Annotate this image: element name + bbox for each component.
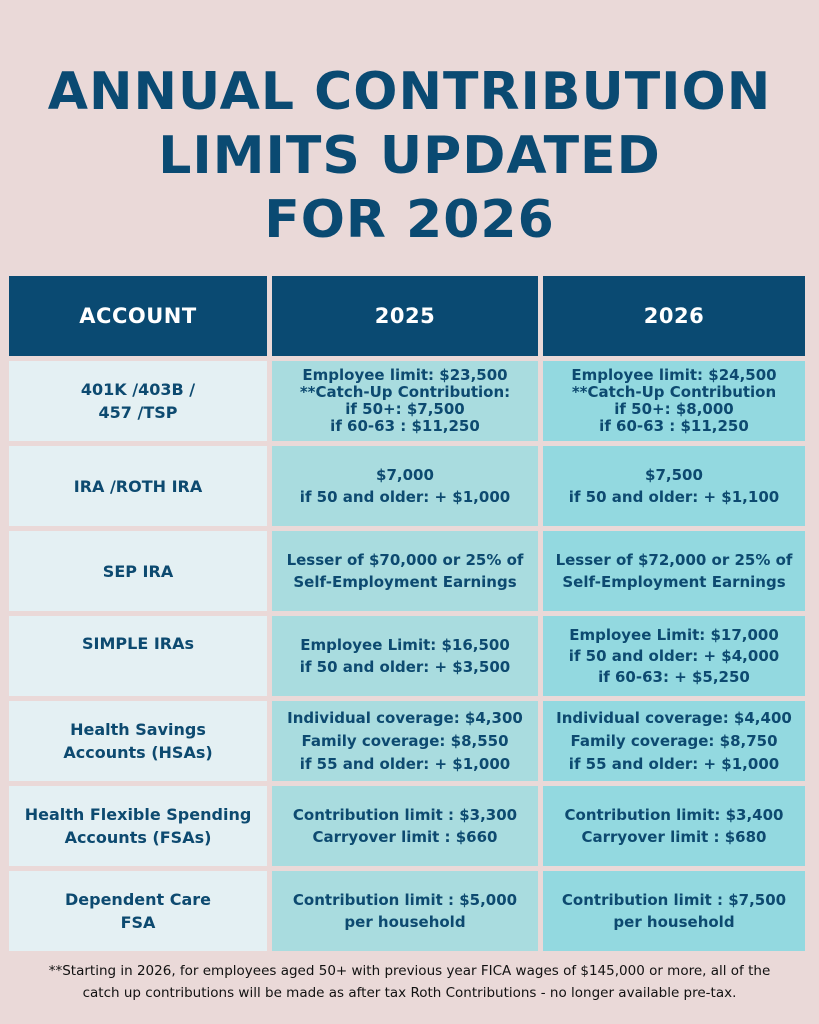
header-2026: [543, 276, 805, 356]
page-title: [0, 60, 819, 252]
value-cell-2026-sep-ira: [543, 531, 805, 611]
value-line: Contribution limit : $5,000: [292, 891, 518, 909]
value-line: Contribution limit : $7,500: [561, 891, 787, 909]
account-cell-sep-ira: [9, 531, 267, 611]
account-label: 457 /TSP: [98, 403, 178, 422]
value-line: per household: [344, 913, 466, 931]
account-label: Accounts (HSAs): [63, 743, 213, 762]
value-line: Employee Limit: $16,500: [300, 636, 510, 654]
value-cell-2025-ira: [272, 446, 538, 526]
footnote-line-2: catch up contributions will be made as after tax Roth Contributions - no longer available pre-tax.: [82, 985, 737, 1001]
value-line: if 50 and older: + $3,500: [299, 658, 511, 676]
header-2026-label: 2026: [643, 304, 705, 328]
account-label: Health Flexible Spending: [24, 805, 252, 824]
header-2025: [272, 276, 538, 356]
value-line: Self-Employment Earnings: [293, 573, 517, 591]
value-cell-2026-hsas: [543, 701, 805, 781]
footnote-line-1: **Starting in 2026, for employees aged 50+ with previous year FICA wages of $145,000 or more, all of the: [48, 963, 771, 979]
value-line: Carryover limit : $660: [312, 828, 498, 846]
value-line: **Catch-Up Contribution: [571, 383, 777, 401]
account-cell-ira: [9, 446, 267, 526]
value-line: if 50+: $7,500: [345, 400, 465, 418]
value-line: Family coverage: $8,550: [301, 731, 509, 750]
account-label: Dependent Care: [64, 890, 212, 909]
value-line: Self-Employment Earnings: [562, 573, 786, 591]
value-cell-2026-dependent-care-fsa: [543, 871, 805, 951]
value-cell-2026-simple-iras: [543, 616, 805, 696]
value-cell-2025-401k: [272, 361, 538, 441]
value-line: Carryover limit : $680: [581, 828, 767, 846]
value-cell-2025-hsas: [272, 701, 538, 781]
title-line-2: LIMITS UPDATED: [158, 126, 661, 186]
value-line: Contribution limit : $3,300: [292, 806, 518, 824]
value-line: if 50 and older: + $1,100: [568, 488, 780, 506]
value-line: Lesser of $72,000 or 25% of: [555, 551, 793, 569]
value-line: if 50+: $8,000: [614, 400, 734, 418]
header-account-label: ACCOUNT: [79, 304, 197, 328]
value-cell-2025-dependent-care-fsa: [272, 871, 538, 951]
value-cell-2025-fsas: [272, 786, 538, 866]
value-line: if 50 and older: + $4,000: [568, 646, 780, 665]
value-line: if 55 and older: + $1,000: [568, 754, 780, 773]
value-line: if 60-63 : $11,250: [330, 417, 480, 435]
account-label: IRA /ROTH IRA: [73, 476, 203, 496]
account-label: 401K /403B /: [80, 380, 196, 399]
header-account: [9, 276, 267, 356]
account-cell-simple-iras: [9, 616, 267, 696]
account-label: Health Savings: [70, 720, 206, 739]
account-cell-dependent-care-fsa: [9, 871, 267, 951]
account-label: FSA: [120, 913, 156, 932]
value-cell-2026-401k: [543, 361, 805, 441]
value-line: if 50 and older: + $1,000: [299, 488, 511, 506]
value-line: Employee limit: $23,500: [302, 366, 508, 384]
value-cell-2025-simple-iras: [272, 616, 538, 696]
value-cell-2026-fsas: [543, 786, 805, 866]
value-line: Individual coverage: $4,300: [287, 708, 523, 727]
value-cell-2025-sep-ira: [272, 531, 538, 611]
account-cell-fsas: [9, 786, 267, 866]
value-line: $7,500: [645, 466, 703, 484]
account-cell-hsas: [9, 701, 267, 781]
value-line: Employee Limit: $17,000: [569, 625, 779, 644]
account-cell-401k: [9, 361, 267, 441]
value-line: per household: [613, 913, 735, 931]
account-label: SIMPLE IRAs: [82, 634, 194, 653]
value-line: Lesser of $70,000 or 25% of: [286, 551, 524, 569]
value-line: if 60-63: + $5,250: [598, 667, 750, 686]
value-line: Family coverage: $8,750: [570, 731, 778, 750]
value-line: **Catch-Up Contribution:: [299, 383, 511, 401]
account-label: Accounts (FSAs): [64, 828, 212, 847]
value-line: if 55 and older: + $1,000: [299, 754, 511, 773]
header-2025-label: 2025: [374, 304, 436, 328]
value-line: Individual coverage: $4,400: [556, 708, 792, 727]
value-line: Contribution limit: $3,400: [564, 806, 784, 824]
value-cell-2026-ira: [543, 446, 805, 526]
title-line-3: FOR 2026: [264, 190, 555, 250]
value-line: if 60-63 : $11,250: [599, 417, 749, 435]
value-line: Employee limit: $24,500: [571, 366, 777, 384]
title-line-1: ANNUAL CONTRIBUTION: [47, 62, 772, 122]
footnote: [0, 960, 819, 1004]
value-line: $7,000: [376, 466, 434, 484]
account-label: SEP IRA: [102, 561, 174, 581]
